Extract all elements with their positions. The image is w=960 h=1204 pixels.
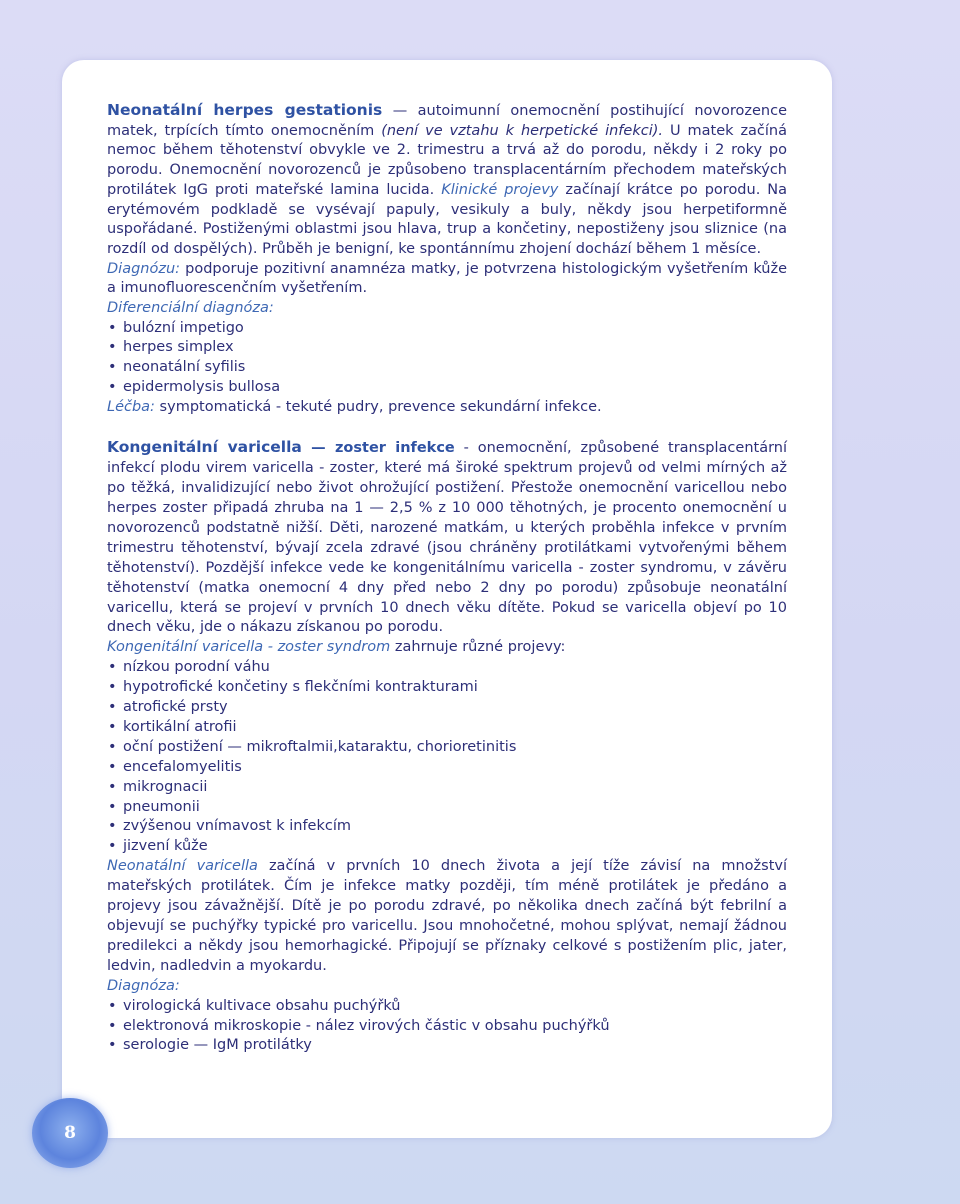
herpes-intro-text: — autoimunní onemocnění postihující novorozence matek, trpících tímto onemocněním <box>107 103 787 139</box>
list-item: • herpes simplex <box>107 338 787 358</box>
paragraph-herpes-intro <box>107 101 787 260</box>
syndrome-text: zahrnuje různé projevy: <box>390 639 566 656</box>
list-item: • bulózní impetigo <box>107 319 787 339</box>
section-title-herpes: Neonatální herpes gestationis <box>107 101 383 119</box>
herpes-intro-italic: (není ve vztahu k herpetické infekci). <box>381 122 664 139</box>
treatment-label: Léčba: <box>107 398 155 415</box>
herpes-intro-continued: U matek začíná nemoc během těhotenství obvykle ve 2. trimestru a trvá až do porodu, někdy i 2 roky po porodu. Onemocnění novorozenců je způsobeno transplacentárním přechodem mateřských protilátek IgG proti mateřské lamina lucida. <box>107 122 788 198</box>
varicella-intro-text: - onemocnění, způsobené transplacentární infekcí plodu virem varicella - zoster, které má široké spektrum projevů od velmi mírných až po těžká, invalidizující nebo život ohrožující postižení. Přestože onemocnění varicellou nebo herpes zoster připadá zhruba na 1 — 2,5 % z 10 000 těhotných, je procento onemocnění u novorozenců podstatně nižší. Děti, narozené matkám, u kterých proběhla infekce v prvním trimestru těhotenství, bývají zcela zdravé (jsou chráněny protilátkami vytvořenými během těhotenství). Pozdější infekce vede ke kongenitálnímu varicella - zoster syndromu, v závěru těhotenství (matka onemocní 4 dny před nebo 2 dny po porodu) způsobuje neonatální varicellu, která se projeví v prvních 10 dnech věku dítěte. Pokud se varicella objeví po 10 dnech věku, jde o nákazu získanou po porodu. <box>107 440 788 636</box>
diagnosis-text: podporuje pozitivní anamnéza matky, je potvrzena histologickým vyšetřením kůže a imunofluorescenčním vyšetřením. <box>107 260 787 297</box>
article-content <box>107 101 787 1056</box>
varicella-diagnosis-list <box>107 997 787 1057</box>
paragraph-syndrome <box>107 638 787 658</box>
list-item: • atrofické prsty <box>107 698 787 718</box>
syndrome-label: Kongenitální varicella - zoster syndrom <box>107 639 391 656</box>
differential-diagnosis-list <box>107 319 787 398</box>
list-item: • jizvení kůže <box>107 837 787 857</box>
neonatal-varicella-text: začíná v prvních 10 dnech života a její tíže závisí na množství mateřských protilátek. Čím je infekce matky později, tím méně protilátek je předáno a projevy jsou závažnější. Dítě je po porodu zdravé, po několika dnech začíná být febrilní a objevují se puchýřky typické pro varicellu. Jsou mnohočetné, mohou splývat, nemají žádnou predilekci a někdy jsou hemorhagické. Připojují se příznaky celkové s postižením plic, jater, ledvin, nadledvin a myokardu. <box>107 858 788 974</box>
list-item: • neonatální syfilis <box>107 358 787 378</box>
section-herpes-gestationis <box>107 101 787 417</box>
section-title-varicella: Kongenitální varicella <box>107 438 302 457</box>
paragraph-herpes-diagnosis <box>107 260 787 299</box>
page-number: 8 <box>64 1123 76 1143</box>
clinical-signs-text: začínají krátce po porodu. Na erytémovém podkladě se vysévají papuly, vesikuly a buly, někdy jsou herpetiformně uspořádané. Postiženými oblastmi jsou hlava, trup a končetiny, nepostiženy jsou sliznice (na rozdíl od dospělých). Průběh je benigní, ke spontánnímu zhojení dochází během 1 měsíce. <box>107 181 787 257</box>
list-item: • virologická kultivace obsahu puchýřků <box>107 997 787 1017</box>
list-item: • serologie — IgM protilátky <box>107 1036 787 1056</box>
paragraph-treatment <box>107 398 787 418</box>
paragraph-varicella-intro <box>107 438 787 638</box>
varicella-diagnosis-label: Diagnóza: <box>107 977 180 994</box>
list-item: • epidermolysis bullosa <box>107 378 787 398</box>
list-item: • mikrognacii <box>107 778 787 798</box>
list-item: • elektronová mikroskopie - nález virových částic v obsahu puchýřků <box>107 1017 787 1037</box>
diagnosis-label: Diagnózu: <box>107 260 181 277</box>
section-congenital-varicella <box>107 438 787 1056</box>
clinical-signs-label: Klinické projevy <box>441 181 559 198</box>
page-number-badge <box>32 1098 108 1168</box>
list-item: • pneumonii <box>107 798 787 818</box>
differential-diagnosis-label: Diferenciální diagnóza: <box>107 300 274 317</box>
list-item: • kortikální atrofii <box>107 718 787 738</box>
syndrome-symptom-list <box>107 658 787 857</box>
list-item: • zvýšenou vnímavost k infekcím <box>107 817 787 837</box>
list-item: • nízkou porodní váhu <box>107 658 787 678</box>
treatment-text: symptomatická - tekuté pudry, prevence sekundární infekce. <box>154 398 602 415</box>
list-item: • hypotrofické končetiny s flekčními kontrakturami <box>107 678 787 698</box>
section-title-varicella-suffix: — zoster infekce <box>301 440 455 457</box>
neonatal-varicella-label: Neonatální varicella <box>107 858 258 875</box>
list-item: • encefalomyelitis <box>107 758 787 778</box>
list-item: • oční postižení — mikroftalmii,kataraktu, chorioretinitis <box>107 738 787 758</box>
paragraph-neonatal-varicella <box>107 857 787 976</box>
